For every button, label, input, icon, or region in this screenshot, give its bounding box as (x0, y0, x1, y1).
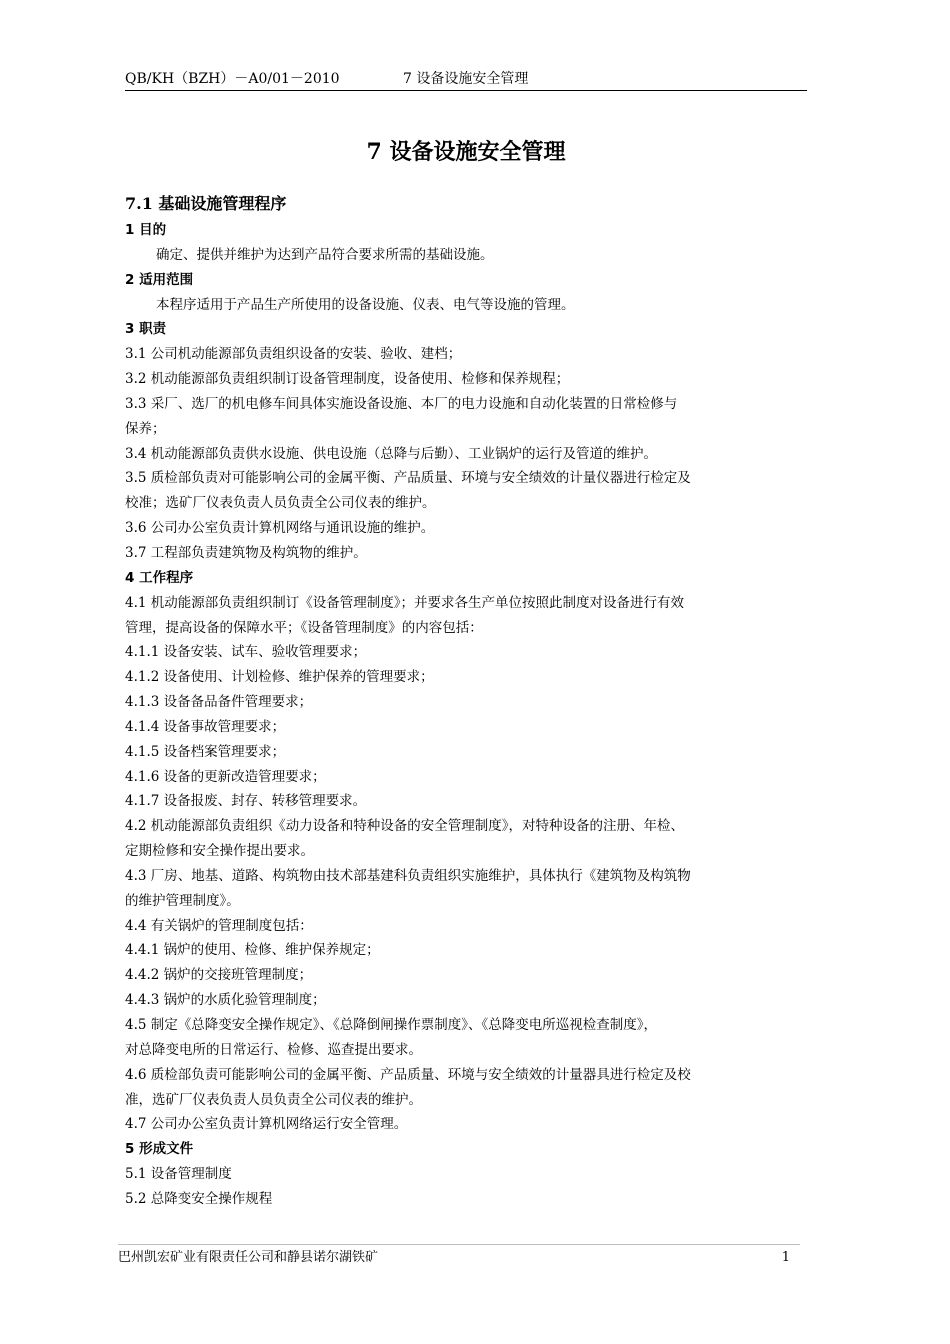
document-body (125, 190, 807, 1212)
header-chapter: 7 设备设施安全管理 (403, 71, 529, 87)
body-line: 3.1 公司机动能源部负责组织设备的安装、验收、建档； (125, 346, 462, 363)
section-heading: 4 工作程序 (125, 569, 194, 586)
body-line: 4.7 公司办公室负责计算机网络运行安全管理。 (125, 1116, 408, 1133)
page-number: 1 (781, 1250, 790, 1265)
body-line: 的维护管理制度》。 (125, 892, 240, 909)
body-line: 对总降变电所的日常运行、检修、巡查提出要求。 (125, 1041, 422, 1058)
section-heading: 3 职责 (125, 321, 167, 338)
body-line: 4.1.1 设备安装、试车、验收管理要求； (125, 644, 367, 661)
section-heading: 5 形成文件 (125, 1141, 194, 1158)
section-heading: 2 适用范围 (125, 271, 194, 288)
section-title: 7.1 基础设施管理程序 (125, 194, 287, 213)
body-line: 3.5 质检部负责对可能影响公司的金属平衡、产品质量、环境与安全绩效的计量仪器进行检定及 (125, 470, 691, 487)
page-footer (118, 1244, 800, 1271)
body-line: 3.4 机动能源部负责供水设施、供电设施（总降与后勤）、工业锅炉的运行及管道的维护。 (125, 445, 658, 462)
body-line: 5.1 设备管理制度 (125, 1166, 232, 1183)
body-line: 4.3 厂房、地基、道路、构筑物由技术部基建科负责组织实施维护，具体执行《建筑物及构筑物 (125, 867, 691, 884)
body-line: 保养； (125, 420, 166, 437)
footer-company: 巴州凯宏矿业有限责任公司和静县诺尔湖铁矿 (118, 1250, 379, 1265)
body-line: 5.2 总降变安全操作规程 (125, 1190, 273, 1207)
body-line: 4.6 质检部负责可能影响公司的金属平衡、产品质量、环境与安全绩效的计量器具进行检定及校 (125, 1066, 691, 1083)
body-line: 4.1.5 设备档案管理要求； (125, 743, 286, 760)
body-line: 准，选矿厂仪表负责人员负责全公司仪表的维护。 (125, 1091, 422, 1108)
body-line: 4.1.3 设备备品备件管理要求； (125, 694, 313, 711)
body-line: 4.1.4 设备事故管理要求； (125, 718, 286, 735)
body-line: 确定、提供并维护为达到产品符合要求所需的基础设施。 (156, 246, 494, 263)
body-line: 3.7 工程部负责建筑物及构筑物的维护。 (125, 544, 367, 561)
body-line: 4.4.3 锅炉的水质化验管理制度； (125, 992, 326, 1009)
body-line: 4.1.7 设备报废、封存、转移管理要求。 (125, 793, 367, 810)
body-line: 4.2 机动能源部负责组织《动力设备和特种设备的安全管理制度》，对特种设备的注册、年检、 (125, 818, 685, 835)
body-line: 管理，提高设备的保障水平；《设备管理制度》的内容包括： (125, 619, 483, 636)
body-line: 3.6 公司办公室负责计算机网络与通讯设施的维护。 (125, 520, 435, 537)
page-header (125, 68, 807, 91)
body-line: 3.2 机动能源部负责组织制订设备管理制度，设备使用、检修和保养规程； (125, 371, 570, 388)
body-line: 本程序适用于产品生产所使用的设备设施、仪表、电气等设施的管理。 (156, 296, 575, 313)
page-title: 7 设备设施安全管理 (366, 139, 566, 165)
body-line: 4.1.6 设备的更新改造管理要求； (125, 768, 326, 785)
body-line: 4.4.1 锅炉的使用、检修、维护保养规定； (125, 942, 380, 959)
body-line: 3.3 采厂、选厂的机电修车间具体实施设备设施、本厂的电力设施和自动化装置的日常检修与 (125, 395, 678, 412)
body-line: 4.4.2 锅炉的交接班管理制度； (125, 967, 313, 984)
body-line: 4.1.2 设备使用、计划检修、维护保养的管理要求； (125, 669, 434, 686)
body-line: 4.1 机动能源部负责组织制订《设备管理制度》；并要求各生产单位按照此制度对设备进行有效 (125, 594, 685, 611)
section-heading: 1 目的 (125, 222, 167, 238)
doc-code: QB/KH（BZH）－A0/01－2010 (125, 71, 340, 87)
body-line: 4.4 有关锅炉的管理制度包括： (125, 917, 313, 934)
body-line: 校准；选矿厂仪表负责人员负责全公司仪表的维护。 (125, 495, 436, 512)
body-line: 定期检修和安全操作提出要求。 (125, 843, 314, 860)
body-line: 4.5 制定《总降变安全操作规定》、《总降倒闸操作票制度》、《总降变电所巡视检查制度》， (125, 1017, 658, 1033)
